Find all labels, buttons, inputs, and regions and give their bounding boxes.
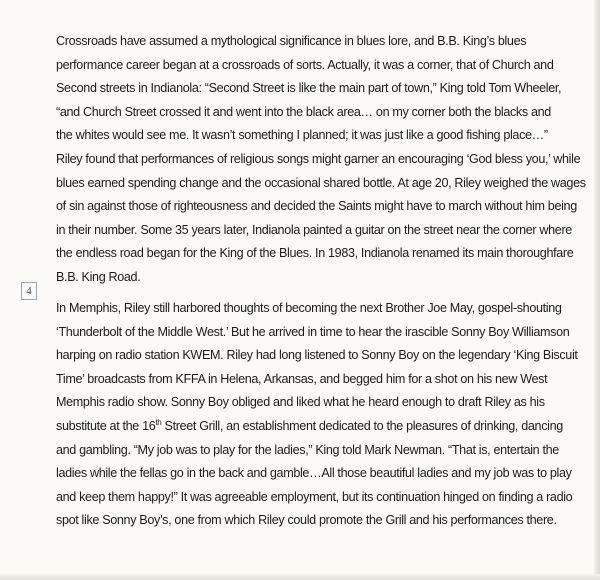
text-line: ‘Thunderbolt of the Middle West.’ But he arrived in time to hear the irascible Sonny Boy Williamson — [56, 324, 570, 339]
text-line: harping on radio station KWEM. Riley had long listened to Sonny Boy on the legendary ‘King Biscuit — [56, 348, 578, 363]
text-line: Second streets in Indianola: “Second Street is like the main part of town,” King told Tom Wheeler, — [56, 81, 562, 96]
text-line: ladies while the fellas go in the back and gamble…All those beautiful ladies and my job was to play — [56, 466, 572, 481]
paragraph-memphis — [56, 297, 578, 533]
text-line: spot like Sonny Boy’s, one from which Riley could promote the Grill and his performances there. — [56, 513, 557, 528]
text-segment: substitute at the 16 — [56, 418, 156, 433]
text-line: “and Church Street crossed it and went into the black area… on my corner both the blacks and — [56, 104, 551, 119]
text-line: In Memphis, Riley still harbored thoughts of becoming the next Brother Joe May, gospel-shouting — [56, 301, 562, 315]
text-line: performance career began at a crossroads of sorts. Actually, it was a corner, that of Church and — [56, 57, 554, 72]
text-line: Time’ broadcasts from KFFA in Helena, Arkansas, and begged him for a shot on his new West — [56, 371, 548, 386]
text-line: the endless road began for the King of the Blues. In 1983, Indianola renamed its main thoroughfare — [56, 246, 574, 261]
scan-shadow-right — [594, 0, 600, 580]
text-line: blues earned spending change and the occasional shared bottle. At age 20, Riley weighed the wages — [56, 175, 586, 190]
paragraph-crossroads — [56, 30, 586, 290]
text-line: of sin against those of righteousness and decided the Saints might have to march without him being — [56, 199, 577, 214]
text-line: Memphis radio show. Sonny Boy obliged and liked what he heard enough to draft Riley as his — [56, 395, 545, 410]
text-line: B.B. King Road. — [56, 269, 141, 284]
scan-shadow-bottom — [0, 574, 600, 580]
page-number: 4 — [21, 282, 37, 300]
text-line-with-superscript — [56, 415, 578, 439]
text-segment: Street Grill, an establishment dedicated to the pleasures of drinking, dancing — [161, 418, 563, 433]
text-line: and keep them happy!” It was agreeable employment, but its continuation hinged on finding a radio — [56, 489, 573, 504]
page-body — [56, 30, 586, 528]
text-line: Riley found that performances of religious songs might garner an encouraging ‘God bless you,’ while — [56, 151, 581, 166]
text-line: the whites would see me. It wasn’t something I planned; it was just like a good fishing place…” — [56, 128, 548, 143]
ordinal-superscript: th — [155, 417, 162, 427]
text-line: and gambling. “My job was to play for the ladies,” King told Mark Newman. “That is, entertain the — [56, 442, 559, 457]
text-line: in their number. Some 35 years later, Indianola painted a guitar on the street near the corner where — [56, 222, 572, 237]
text-line: Crossroads have assumed a mythological significance in blues lore, and B.B. King’s blues — [56, 34, 527, 48]
